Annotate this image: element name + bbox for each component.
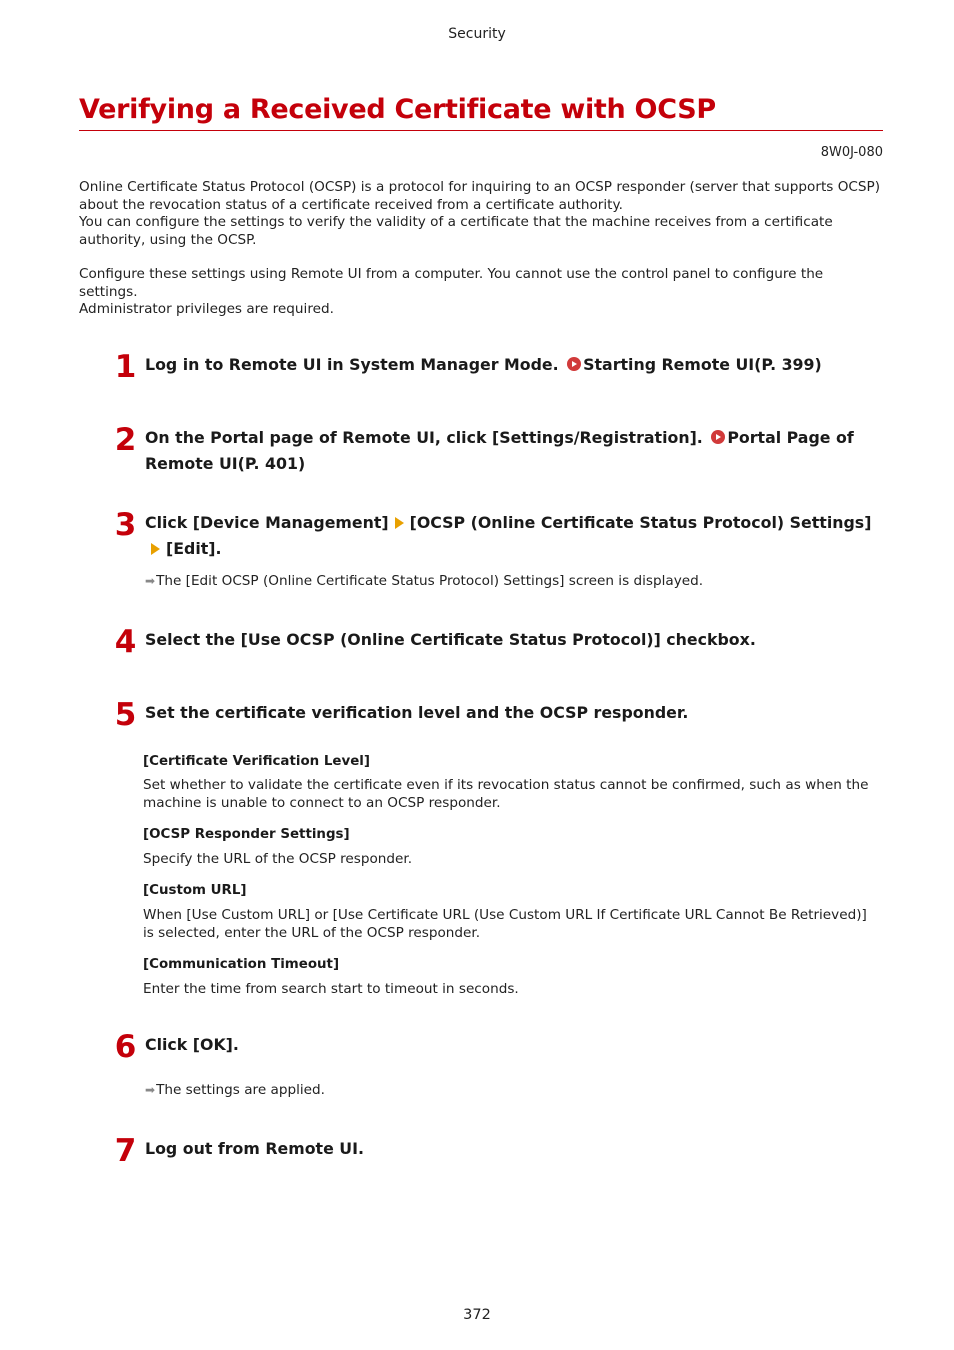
step-1-text	[145, 352, 875, 378]
setting-description: Specify the URL of the OCSP responder.	[143, 851, 413, 867]
step-5-text: Set the certificate verification level and the OCSP responder.	[145, 703, 689, 722]
page-number: 372	[463, 1307, 491, 1323]
page-title: Verifying a Received Certificate with OCSP	[79, 94, 883, 131]
step-6-result	[145, 1082, 325, 1098]
setting-description: When [Use Custom URL] or [Use Certificate URL (Use Custom URL If Certificate URL Cannot Be Retrieved)] is selected, enter the URL of the OCSP responder.	[143, 907, 867, 941]
step-instruction: On the Portal page of Remote UI, click [Settings/Registration].	[145, 428, 709, 447]
setting-description: Enter the time from search start to timeout in seconds.	[143, 981, 519, 997]
intro-paragraph: Configure these settings using Remote UI from a computer. You cannot use the control panel to configure the settings.	[79, 266, 824, 300]
setting-heading: [Custom URL]	[143, 883, 247, 898]
intro-block-2	[79, 266, 884, 319]
step-instruction: Log in to Remote UI in System Manager Mode.	[145, 355, 565, 374]
circle-arrow-link-icon[interactable]	[711, 430, 725, 444]
result-text: The [Edit OCSP (Online Certificate Status Protocol) Settings] screen is displayed.	[156, 573, 704, 589]
step-number: 6	[114, 1029, 136, 1065]
step-4-text: Select the [Use OCSP (Online Certificate Status Protocol)] checkbox.	[145, 630, 756, 649]
menu-path-part: [OCSP (Online Certificate Status Protocol) Settings]	[409, 513, 872, 532]
menu-path-part: Click [Device Management]	[145, 513, 389, 532]
page-header-section: Security	[448, 26, 506, 42]
result-text: The settings are applied.	[156, 1082, 325, 1098]
triangle-right-icon	[395, 517, 404, 529]
step-3-text	[145, 510, 875, 562]
step-3-result	[145, 573, 703, 589]
document-id: 8W0J-080	[820, 145, 883, 160]
step-number: 3	[114, 507, 136, 543]
step-6-text: Click [OK].	[145, 1035, 239, 1054]
result-arrow-icon: ➡	[145, 1083, 154, 1097]
cross-reference-link[interactable]: Starting Remote UI(P. 399)	[583, 355, 822, 374]
setting-heading: [OCSP Responder Settings]	[143, 827, 350, 842]
step-2-text	[145, 425, 875, 477]
step-number: 1	[114, 349, 136, 385]
step-7-text: Log out from Remote UI.	[145, 1139, 365, 1158]
setting-description: Set whether to validate the certificate even if its revocation status cannot be confirmed, such as when the machine is unable to connect to an OCSP responder.	[143, 777, 869, 811]
step-number: 4	[114, 624, 136, 660]
intro-block-1	[79, 179, 884, 249]
setting-heading: [Communication Timeout]	[143, 957, 340, 972]
menu-path-part: [Edit].	[166, 539, 222, 558]
step-number: 2	[114, 422, 136, 458]
result-arrow-icon: ➡	[145, 574, 154, 588]
circle-arrow-link-icon[interactable]	[567, 357, 581, 371]
step-number: 7	[114, 1133, 136, 1169]
intro-paragraph: You can configure the settings to verify the validity of a certificate that the machine receives from a certificate authority, using the OCSP.	[79, 214, 833, 248]
intro-paragraph: Online Certificate Status Protocol (OCSP) is a protocol for inquiring to an OCSP responder (server that supports OCSP) about the revocation status of a certificate received from a certificate authority.	[79, 179, 881, 213]
step-number: 5	[114, 697, 136, 733]
cross-reference-link[interactable]: Portal Page of Remote UI(P. 401)	[145, 428, 854, 473]
intro-paragraph: Administrator privileges are required.	[79, 301, 334, 317]
triangle-right-icon	[151, 543, 160, 555]
setting-heading: [Certificate Verification Level]	[143, 754, 370, 769]
